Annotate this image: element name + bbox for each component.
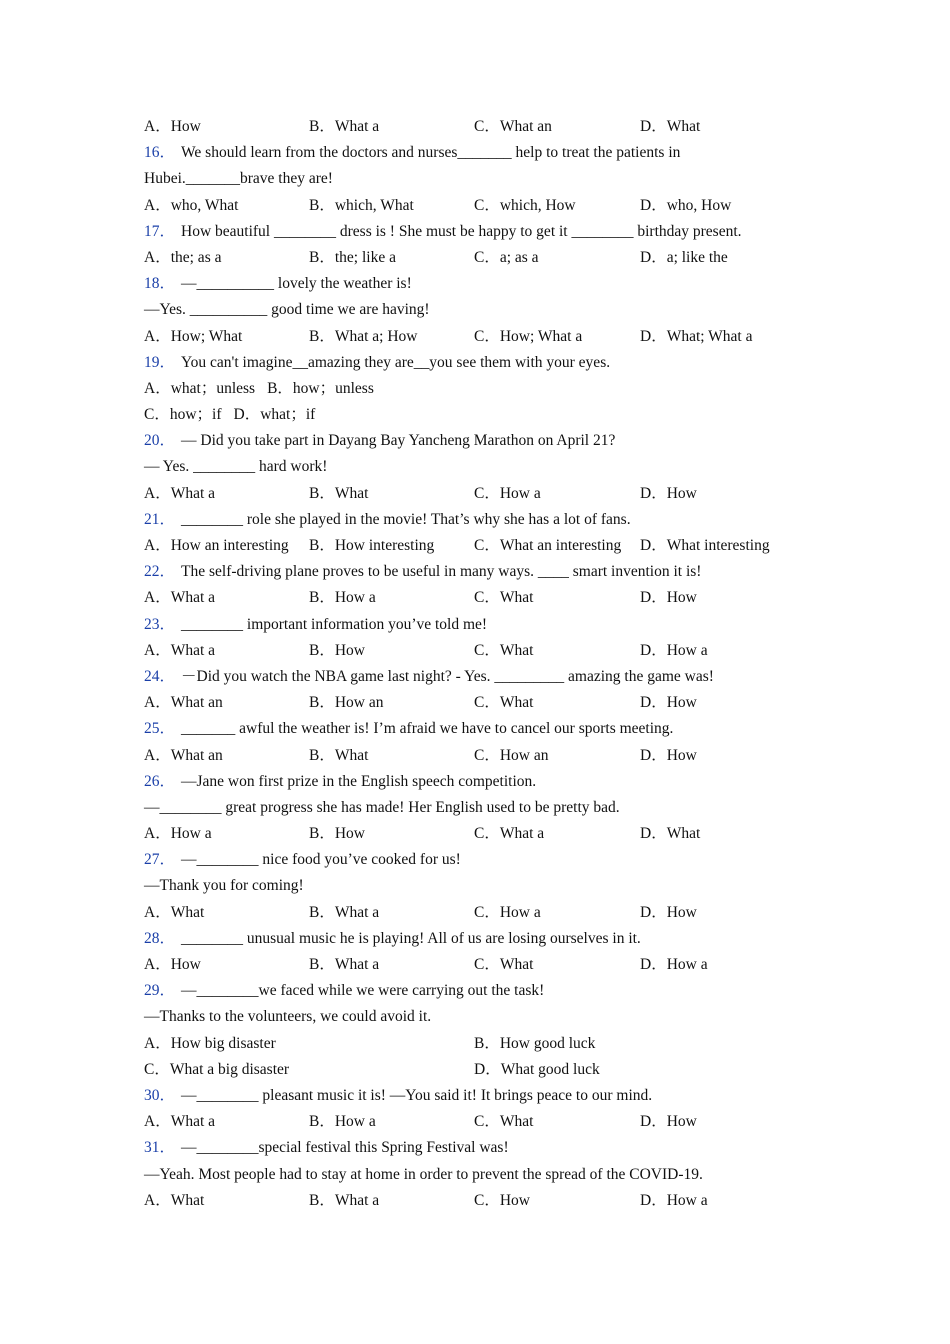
answer-option: B．What: [309, 484, 369, 502]
answer-option: A．What an: [144, 746, 223, 764]
answer-option: D．How: [640, 484, 697, 502]
answer-option: B．What a: [309, 118, 380, 135]
question-line: [144, 1135, 804, 1161]
answer-option: D．what；if: [233, 406, 316, 424]
answer-option: D．How: [640, 589, 697, 607]
question-number: 29．: [144, 982, 176, 1000]
question-line: [144, 873, 804, 899]
question-text: —________ great progress she has made! Her English used to be pretty bad.: [144, 798, 620, 816]
question-text: _______ awful the weather is! I’m afraid we have to cancel our sports meeting.: [181, 720, 674, 738]
question-text: Hubei._______brave they are!: [144, 170, 333, 188]
answer-option: D．How: [640, 1113, 697, 1131]
answer-option: D．How: [640, 746, 697, 764]
answer-option: B．How: [309, 641, 365, 659]
options-row: [144, 900, 804, 926]
question-sheet: [144, 114, 804, 1214]
options-row: [144, 324, 804, 350]
answer-option: A．How big disaster: [144, 1034, 276, 1052]
options-row: [144, 376, 804, 402]
question-text: —__________ lovely the weather is!: [181, 275, 412, 293]
answer-option: C．What: [474, 641, 534, 659]
answer-option: D．How: [640, 903, 697, 921]
question-line: [144, 271, 804, 297]
answer-option: C．How; What a: [474, 327, 583, 345]
answer-option: A．What: [144, 1191, 205, 1209]
question-number: 17．: [144, 222, 176, 240]
answer-option: B．What: [309, 746, 369, 764]
question-line: [144, 507, 804, 533]
question-line: [144, 559, 804, 585]
answer-option: A．What: [144, 903, 205, 921]
question-number: 30．: [144, 1086, 176, 1104]
answer-option: D．What; What a: [640, 327, 753, 345]
answer-option: D．How: [640, 694, 697, 712]
answer-option: B．How interesting: [309, 537, 435, 554]
answer-option: C．how；if: [144, 406, 222, 424]
answer-option: C．What a big disaster: [144, 1060, 290, 1078]
options-row: [144, 952, 804, 978]
question-line: [144, 716, 804, 742]
options-row: [144, 193, 804, 219]
options-row: [144, 638, 804, 664]
answer-option: A．How; What: [144, 327, 243, 345]
question-number: 25．: [144, 720, 176, 738]
answer-option: C．How an: [474, 746, 549, 764]
question-text: —________special festival this Spring Festival was!: [181, 1139, 509, 1157]
question-text: —Thank you for coming!: [144, 877, 304, 895]
answer-option: B．What a: [309, 903, 380, 921]
answer-option: D．How a: [640, 956, 708, 973]
question-number: 24．: [144, 667, 176, 685]
answer-option: D．What: [640, 118, 701, 135]
options-row: [144, 1031, 804, 1057]
question-text: —________ pleasant music it is! —You said it! It brings peace to our mind.: [181, 1086, 653, 1104]
question-text: ________ important information you’ve told me!: [181, 615, 488, 633]
question-text: We should learn from the doctors and nurses_______ help to treat the patients in: [181, 144, 681, 162]
answer-option: A．What a: [144, 589, 216, 607]
answer-option: B．the; like a: [309, 248, 396, 266]
question-number: 16．: [144, 144, 176, 162]
question-line: [144, 926, 804, 952]
question-text: How beautiful ________ dress is ! She must be happy to get it ________ birthday present.: [181, 222, 742, 240]
question-number: 28．: [144, 929, 176, 947]
question-line: [144, 219, 804, 245]
question-text: —________we faced while we were carrying out the task!: [181, 982, 545, 1000]
answer-option: C．How a: [474, 484, 541, 502]
options-row: [144, 1057, 804, 1083]
answer-option: A．How: [144, 118, 201, 135]
question-line: [144, 166, 804, 192]
answer-option: A．who, What: [144, 196, 239, 214]
answer-option: D．What good luck: [474, 1060, 600, 1078]
answer-option: B．How good luck: [474, 1034, 596, 1052]
question-line: [144, 795, 804, 821]
options-row: [144, 402, 804, 428]
answer-option: B．which, What: [309, 196, 414, 214]
answer-option: A．the; as a: [144, 248, 222, 266]
question-line: [144, 612, 804, 638]
answer-option: C．What an interesting: [474, 537, 622, 554]
question-text: —Jane won first prize in the English speech competition.: [181, 772, 537, 790]
question-line: [144, 1004, 804, 1030]
answer-option: B．How a: [309, 1113, 376, 1131]
options-row: [144, 585, 804, 611]
question-number: 18．: [144, 275, 176, 293]
answer-option: C．What an: [474, 118, 552, 135]
answer-option: D．How a: [640, 1191, 708, 1209]
question-line: [144, 1162, 804, 1188]
options-row: [144, 1188, 804, 1214]
answer-option: A．What a: [144, 1113, 216, 1131]
answer-option: D．What: [640, 825, 701, 843]
options-row: [144, 743, 804, 769]
options-row: [144, 690, 804, 716]
question-number: 26．: [144, 772, 176, 790]
question-line: [144, 664, 804, 690]
options-row: [144, 245, 804, 271]
question-line: [144, 454, 804, 480]
answer-option: C．What: [474, 1113, 534, 1131]
question-line: [144, 350, 804, 376]
answer-option: D．What interesting: [640, 537, 770, 554]
question-line: [144, 428, 804, 454]
question-number: 31．: [144, 1139, 176, 1157]
options-row: [144, 481, 804, 507]
options-row: [144, 821, 804, 847]
answer-option: A．what；unless: [144, 379, 256, 397]
question-text: ________ unusual music he is playing! All of us are losing ourselves in it.: [181, 929, 641, 947]
answer-option: C．How: [474, 1191, 530, 1209]
answer-option: A．How: [144, 956, 201, 973]
question-line: [144, 978, 804, 1004]
question-text: —Thanks to the volunteers, we could avoid it.: [144, 1008, 432, 1026]
answer-option: C．What: [474, 694, 534, 712]
answer-option: D．who, How: [640, 196, 732, 214]
question-text: ________ role she played in the movie! That’s why she has a lot of fans.: [181, 510, 631, 528]
question-text: The self-driving plane proves to be useful in many ways. ____ smart invention it is!: [181, 563, 702, 581]
options-row: [144, 533, 804, 559]
question-line: [144, 769, 804, 795]
question-number: 27．: [144, 851, 176, 869]
question-number: 21．: [144, 510, 176, 528]
question-line: [144, 847, 804, 873]
answer-option: C．How a: [474, 903, 541, 921]
question-line: [144, 140, 804, 166]
answer-option: B．What a: [309, 956, 380, 973]
answer-option: D．How a: [640, 641, 708, 659]
question-text: —Yes. __________ good time we are having!: [144, 301, 430, 319]
answer-option: A．What an: [144, 694, 223, 712]
answer-option: C．What: [474, 589, 534, 607]
answer-option: B．How: [309, 825, 365, 843]
answer-option: B．How a: [309, 589, 376, 607]
question-text: －Did you watch the NBA game last night? - Yes. _________ amazing the game was!: [181, 667, 714, 685]
question-number: 20．: [144, 432, 176, 450]
question-text: —________ nice food you’ve cooked for us!: [181, 851, 461, 869]
question-number: 23．: [144, 615, 176, 633]
question-number: 19．: [144, 353, 176, 371]
answer-option: B．What a: [309, 1191, 380, 1209]
answer-option: C．What: [474, 956, 534, 973]
answer-option: A．What a: [144, 484, 216, 502]
answer-option: C．What a: [474, 825, 545, 843]
question-text: —Yeah. Most people had to stay at home in order to prevent the spread of the COVID-19.: [144, 1165, 703, 1183]
question-number: 22．: [144, 563, 176, 581]
answer-option: B．What a; How: [309, 327, 418, 345]
question-text: — Did you take part in Dayang Bay Yancheng Marathon on April 21?: [181, 432, 616, 450]
answer-option: B．how；unless: [267, 379, 374, 397]
answer-option: B．How an: [309, 694, 384, 712]
options-row: [144, 114, 804, 140]
answer-option: A．How an interesting: [144, 537, 289, 554]
answer-option: A．How a: [144, 825, 212, 843]
question-text: — Yes. ________ hard work!: [144, 458, 328, 476]
question-text: You can't imagine__amazing they are__you see them with your eyes.: [181, 353, 611, 371]
options-row: [144, 1109, 804, 1135]
answer-option: C．a; as a: [474, 248, 539, 266]
answer-option: C．which, How: [474, 196, 576, 214]
question-line: [144, 1083, 804, 1109]
answer-option: A．What a: [144, 641, 216, 659]
answer-option: D．a; like the: [640, 248, 728, 266]
question-line: [144, 297, 804, 323]
